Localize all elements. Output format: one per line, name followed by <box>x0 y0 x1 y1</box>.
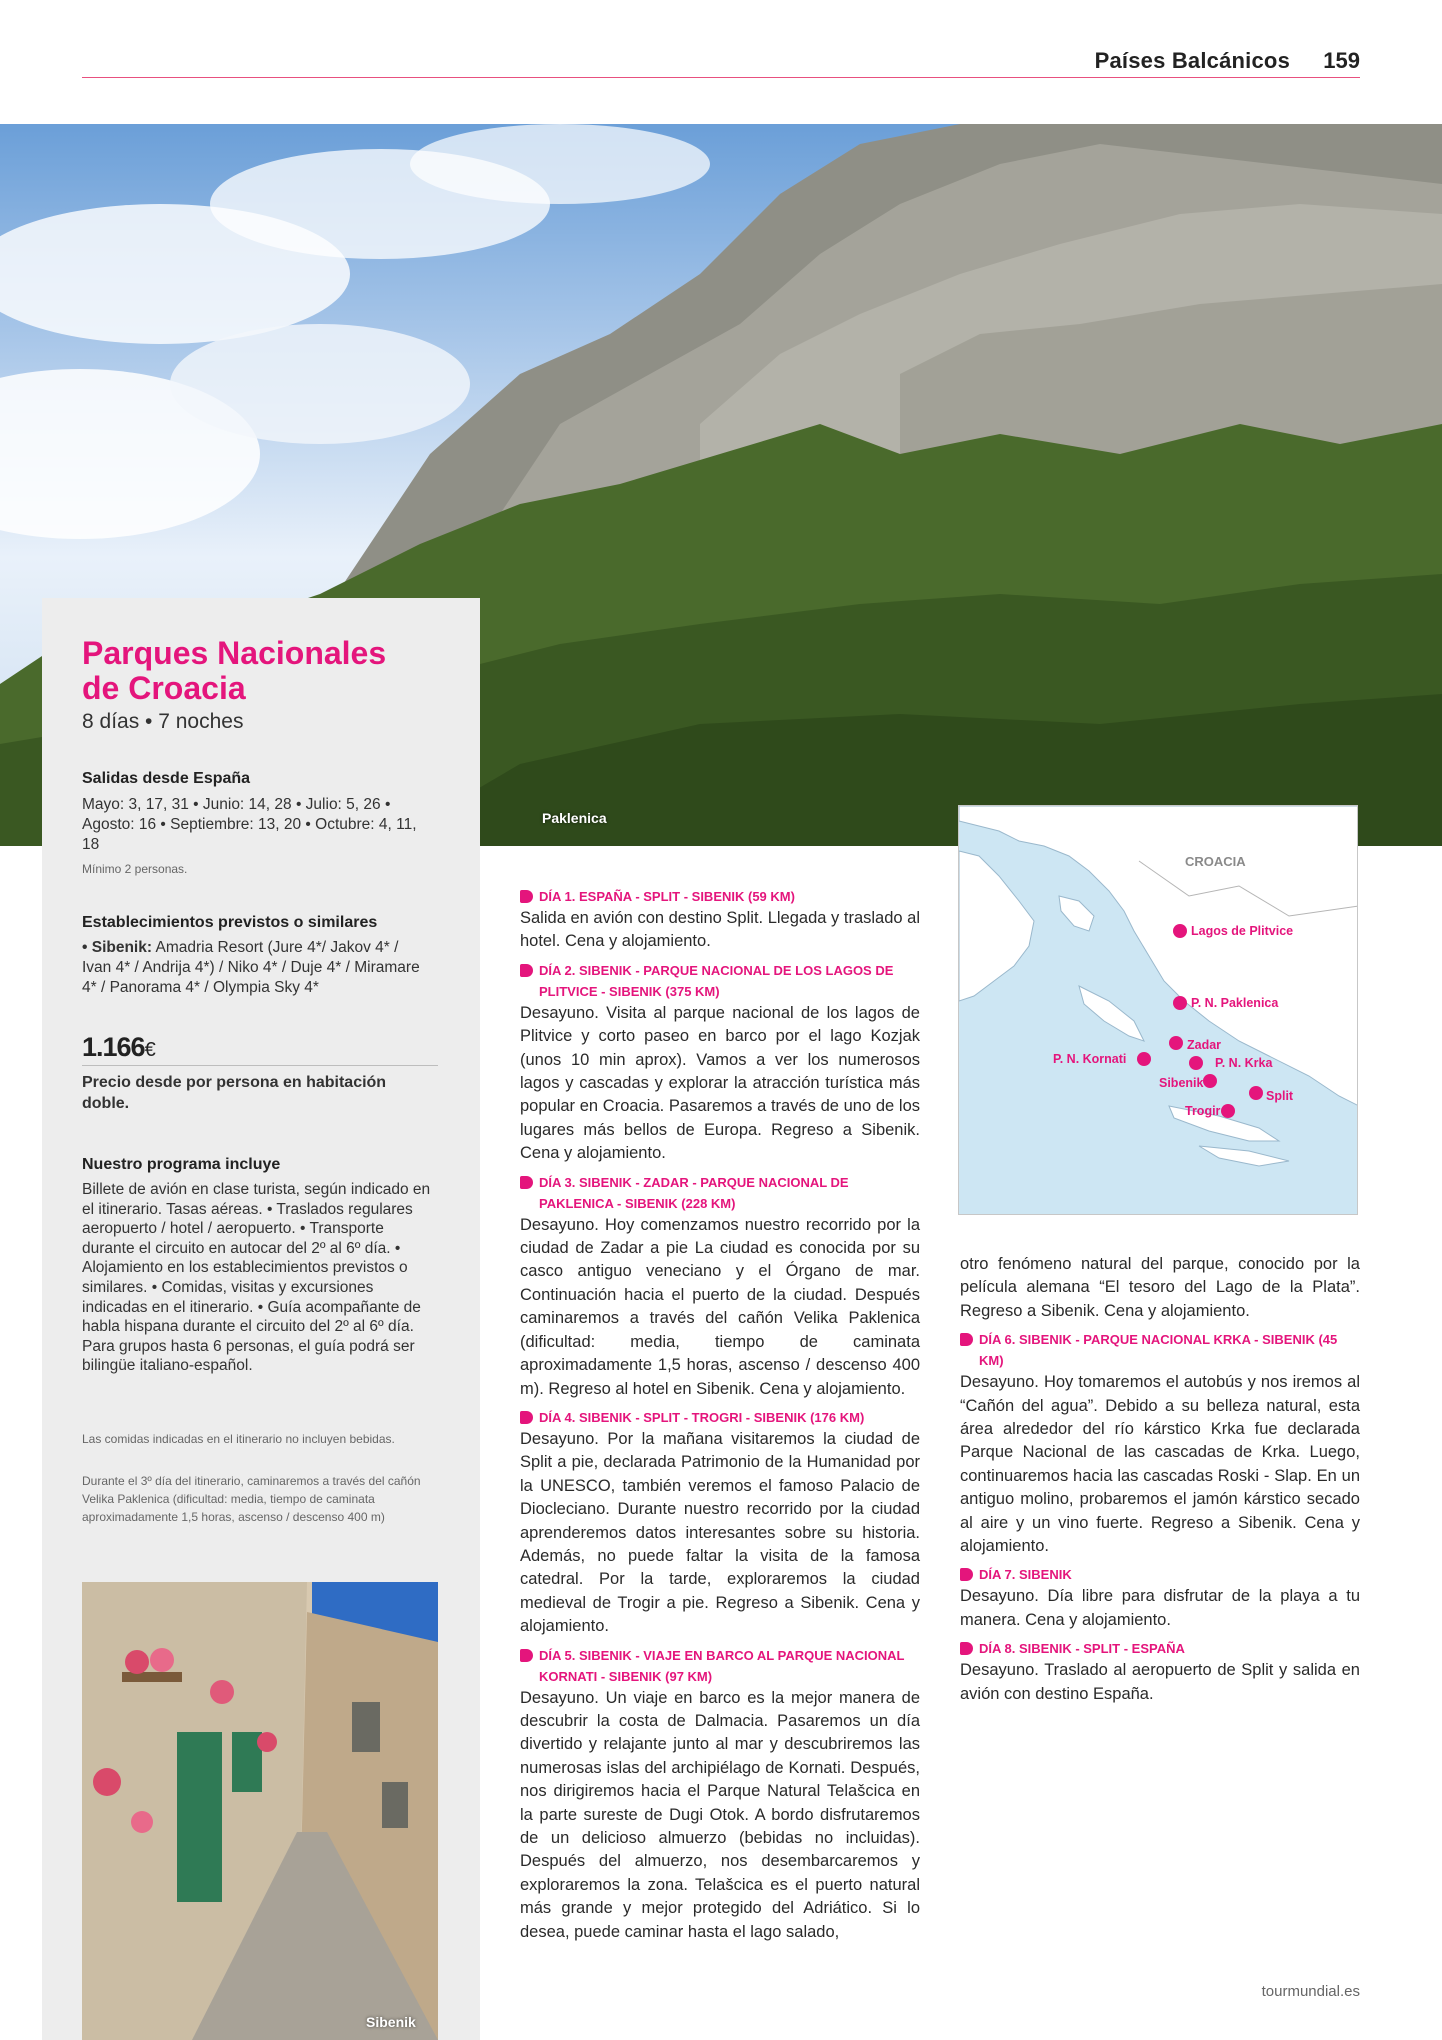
day-5-text-continued: otro fenómeno natural del parque, conocido por la película alemana “El tesoro del Lago de la Plata”. Regreso a Sibenik. Cena y alojamiento. <box>960 1255 1360 1320</box>
day-flag-icon <box>520 1176 533 1189</box>
day-7-text: Desayuno. Día libre para disfrutar de la playa a tu manera. Cena y alojamiento. <box>960 1587 1360 1629</box>
hotels-heading: Establecimientos previstos o similares <box>82 914 378 931</box>
map-label-sibenik: Sibenik <box>1159 1076 1204 1090</box>
includes-text: Billete de avión en clase turista, según indicado en el itinerario. Tasas aéreas. • Traslados regulares aeropuerto / hotel / aeropuerto. • Transporte durante el circuito en autocar del 2º al 6º día. • Alojamiento en los establecimientos previstos o similares. • Comidas, visitas y excursiones indicadas en el itinerario. • Guía acompañante de habla hispana durante el circuito del 2º al 6º día. Para grupos hasta 6 personas, el guía podrá ser bilingüe italiano-español. <box>82 1181 431 1375</box>
includes-heading: Nuestro programa incluye <box>82 1156 281 1173</box>
day-flag-icon <box>520 964 533 977</box>
page-header <box>82 44 1360 78</box>
price-divider <box>82 1065 438 1066</box>
day-4-text: Desayuno. Por la mañana visitaremos la ciudad de Split a pie, declarada Patrimonio de la Humanidad por la UNESCO, también veremos el famoso Palacio de Diocleciano. Durante nuestro recorrido por la ciudad aprenderemos datos interesantes sobre su historia. Además, no puede faltar la visita de la famosa catedral. Por la tarde, exploraremos la ciudad medieval de Trogir a pie. Regreso a Sibenik. Cena y alojamiento. <box>520 1429 920 1636</box>
day-flag-icon <box>520 1411 533 1424</box>
trip-title <box>82 636 442 706</box>
departures-heading: Salidas desde España <box>82 770 251 787</box>
map-label-plitvice: Lagos de Plitvice <box>1191 924 1294 938</box>
day-3-title: DÍA 3. SIBENIK - ZADAR - PARQUE NACIONAL DE PAKLENICA - SIBENIK (228 KM) <box>539 1174 849 1211</box>
day-6-heading <box>960 1329 1360 1371</box>
croatia-map-shape <box>959 806 1358 1215</box>
sibenik-photo-caption: Sibenik <box>366 2014 416 2030</box>
day-8-heading <box>960 1638 1360 1659</box>
day-flag-icon <box>960 1642 973 1655</box>
day-3-text: Desayuno. Hoy comenzamos nuestro recorrido por la ciudad de Zadar a pie La ciudad es conocida por su casco antiguo veneciano y el Órgano de mar. Continuación hacia el puerto de la ciudad. Después caminaremos a través del cañón Velika Paklenica (dificultad: media, tiempo de caminata aproximadamente 1,5 horas, ascenso / descenso 400 m). Regreso al hotel en Sibenik. Cena y alojamiento. <box>520 1215 920 1398</box>
day-flag-icon <box>520 890 533 903</box>
section-title: Países Balcánicos <box>1094 48 1290 73</box>
day-8-title: DÍA 8. SIBENIK - SPLIT - ESPAÑA <box>979 1641 1185 1657</box>
day-2-heading <box>520 960 920 1002</box>
day-7-heading <box>960 1564 1360 1585</box>
map-label-krka: P. N. Krka <box>1215 1056 1273 1070</box>
map-label-paklenica: P. N. Paklenica <box>1191 996 1279 1010</box>
map-label-zadar: Zadar <box>1187 1038 1222 1052</box>
page-number: 159 <box>1323 48 1360 73</box>
map-marker-krka <box>1189 1056 1203 1070</box>
departures-text: Mayo: 3, 17, 31 • Junio: 14, 28 • Julio: 5, 26 • Agosto: 16 • Septiembre: 13, 20 • Octubre: 4, 11, 18 <box>82 796 417 853</box>
day-flag-icon <box>960 1568 973 1581</box>
day-1-text: Salida en avión con destino Split. Llegada y traslado al hotel. Cena y alojamiento. <box>520 909 920 951</box>
day-7-title: DÍA 7. SIBENIK <box>979 1567 1072 1583</box>
trip-duration: 8 días • 7 noches <box>82 710 244 733</box>
price-currency: € <box>144 1039 155 1061</box>
sibenik-street-illustration <box>82 1582 438 2040</box>
trip-title-line2: de Croacia <box>82 670 246 706</box>
map-label-kornati: P. N. Kornati <box>1053 1052 1127 1066</box>
hotels-list: Amadria Resort (Jure 4*/ Jakov 4* / Ivan 4* / Andrija 4*) / Niko 4* / Duje 4* / Miramare 4* / Panorama 4* / Olympia Sky 4* <box>82 939 420 996</box>
map-marker-plitvice <box>1173 924 1187 938</box>
trip-info-sidebar <box>42 598 480 2040</box>
itinerary-column-2 <box>960 1253 1360 1706</box>
day-5-heading <box>520 1645 920 1687</box>
price-note: Precio desde por persona en habitación doble. <box>82 1074 387 1112</box>
day-3-heading <box>520 1172 920 1214</box>
map-marker-kornati <box>1137 1052 1151 1066</box>
map-country-label: CROACIA <box>1185 854 1246 869</box>
day-4-heading <box>520 1407 920 1428</box>
price-value: 1.166 <box>82 1032 145 1062</box>
day-8-text: Desayuno. Traslado al aeropuerto de Split y salida en avión con destino España. <box>960 1661 1360 1703</box>
hero-photo-caption: Paklenica <box>542 810 607 826</box>
note-drinks: Las comidas indicadas en el itinerario no incluyen bebidas. <box>82 1432 395 1446</box>
day-2-title: DÍA 2. SIBENIK - PARQUE NACIONAL DE LOS LAGOS DE PLITVICE - SIBENIK (375 KM) <box>539 962 894 999</box>
itinerary-column-1 <box>520 880 920 1944</box>
day-6-title: DÍA 6. SIBENIK - PARQUE NACIONAL KRKA - SIBENIK (45 KM) <box>979 1332 1338 1369</box>
hotels-city: • Sibenik: <box>82 939 153 956</box>
day-1-heading <box>520 886 920 907</box>
note-hike: Durante el 3º día del itinerario, caminaremos a través del cañón Velika Paklenica (dificultad: media, tiempo de caminata aproximadamente 1,5 horas, ascenso / descenso 400 m) <box>82 1474 421 1524</box>
day-2-text: Desayuno. Visita al parque nacional de los lagos de Plitvice y corto paseo en barco por el lago Kozjak (unos 10 min aprox). Vamos a ver los numerosos lagos y cascadas y explorar la atracción turística más popular en Croacia. Pasaremos a través de uno de los lugares más bellos de Europa. Regreso a Sibenik. Cena y alojamiento. <box>520 1003 920 1163</box>
day-5-text: Desayuno. Un viaje en barco es la mejor manera de descubrir la costa de Dalmacia. Pasaremos un día divertido y relajante junto al mar y descubriremos las numerosas islas del archipiélago de Kornati. Después, nos dirigiremos hacia el Parque Natural Telašcica en la parte sureste de Dugi Otok. A bordo disfrutaremos de un delicioso almuerzo (bebidas no incluidas). Después del almuerzo, nos desembarcaremos y exploraremos la zona. Telašcica es el puerto natural más grande y mejor protegido del Adriático. Si lo desea, puede caminar hasta el lago salado, <box>520 1688 920 1941</box>
day-flag-icon <box>960 1333 973 1346</box>
map-marker-sibenik <box>1203 1074 1217 1088</box>
footer-website: tourmundial.es <box>1261 1983 1360 2000</box>
day-flag-icon <box>520 1649 533 1662</box>
map-label-trogir: Trogir <box>1185 1104 1221 1118</box>
price <box>82 1032 155 1063</box>
sibenik-photo <box>82 1582 438 2040</box>
day-5-title: DÍA 5. SIBENIK - VIAJE EN BARCO AL PARQUE NACIONAL KORNATI - SIBENIK (97 KM) <box>539 1647 905 1684</box>
route-map <box>958 805 1358 1215</box>
map-marker-trogir <box>1221 1104 1235 1118</box>
minimum-people: Mínimo 2 personas. <box>82 862 188 876</box>
map-marker-zadar <box>1169 1036 1183 1050</box>
day-1-title: DÍA 1. ESPAÑA - SPLIT - SIBENIK (59 KM) <box>539 889 795 904</box>
hotels-text <box>82 938 432 998</box>
day-4-title: DÍA 4. SIBENIK - SPLIT - TROGRI - SIBENIK (176 KM) <box>539 1409 865 1425</box>
day-6-text: Desayuno. Hoy tomaremos el autobús y nos iremos al “Cañón del agua”. Debido a su belleza natural, esta área alrededor del río kárstico Krka fue declarada Parque Nacional de las cascadas de Krka. Luego, continuaremos hacia las cascadas Roski - Slap. En un antiguo molino, probaremos el jamón kárstico secado al aire y un vino fuerte. Regreso a Sibenik. Cena y alojamiento. <box>960 1373 1360 1556</box>
map-marker-split <box>1249 1086 1263 1100</box>
map-label-split: Split <box>1266 1089 1294 1103</box>
trip-title-line1: Parques Nacionales <box>82 635 387 671</box>
map-marker-paklenica <box>1173 996 1187 1010</box>
